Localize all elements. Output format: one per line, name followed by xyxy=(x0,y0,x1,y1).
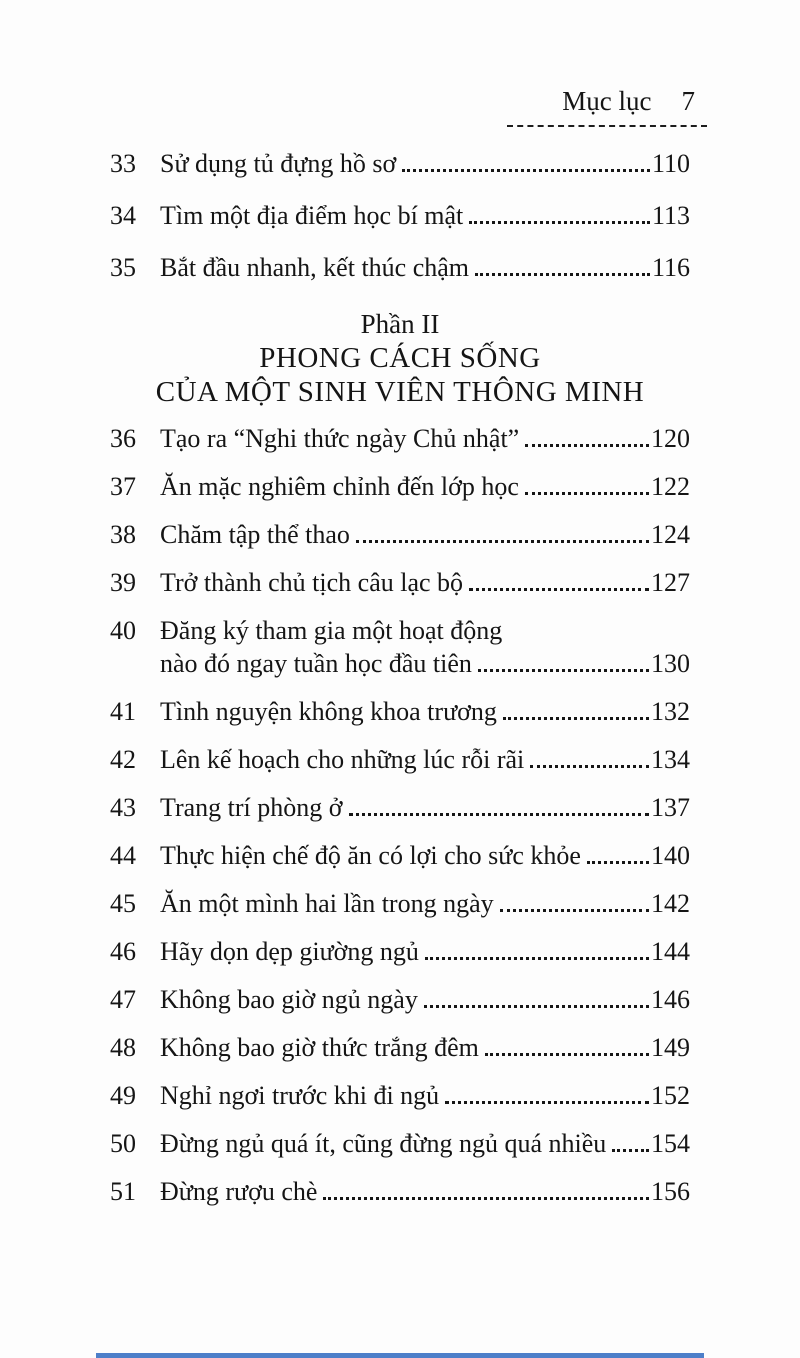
toc-entries-part2 xyxy=(110,423,690,1207)
entry-title: Bắt đầu nhanh, kết thúc chậm xyxy=(160,253,470,282)
dot-leader xyxy=(356,526,649,543)
entry-title: Đừng rượu chè xyxy=(160,1177,318,1206)
entry-number: 34 xyxy=(110,201,136,230)
dot-leader xyxy=(500,895,649,912)
entry-page-number: 122 xyxy=(651,472,690,501)
part-number: Phần II xyxy=(360,309,440,339)
entry-number: 38 xyxy=(110,520,136,549)
entry-page-number: 132 xyxy=(651,697,690,726)
entry-title: Trở thành chủ tịch câu lạc bộ xyxy=(160,568,464,597)
entry-title: Tìm một địa điểm học bí mật xyxy=(160,201,464,230)
entry-page-number: 137 xyxy=(651,793,690,822)
toc-entries-part1 xyxy=(110,148,690,283)
entry-number: 37 xyxy=(110,472,136,501)
entry-number: 44 xyxy=(110,841,136,870)
dot-leader xyxy=(323,1183,649,1200)
dot-leader xyxy=(485,1039,649,1056)
toc-entry-row xyxy=(110,840,690,871)
entry-page-number: 140 xyxy=(651,841,690,870)
entry-number: 48 xyxy=(110,1033,136,1062)
toc-entry-row xyxy=(110,792,690,823)
part-heading xyxy=(110,307,690,409)
toc-entry-row xyxy=(110,567,690,598)
entry-number: 51 xyxy=(110,1177,136,1206)
entry-line1 xyxy=(110,615,690,646)
entry-number: 36 xyxy=(110,424,136,453)
entry-number: 50 xyxy=(110,1129,136,1158)
dot-leader xyxy=(525,430,649,447)
entry-number: 42 xyxy=(110,745,136,774)
toc-entry-row xyxy=(110,1032,690,1063)
dot-leader xyxy=(478,655,649,672)
entry-number: 39 xyxy=(110,568,136,597)
entry-title: Tình nguyện không khoa trương xyxy=(160,697,497,726)
dot-leader xyxy=(424,991,649,1008)
entry-title-continued: nào đó ngay tuần học đầu tiên xyxy=(160,649,472,678)
entry-page-number: 154 xyxy=(651,1129,690,1158)
entry-number: 45 xyxy=(110,889,136,918)
dot-leader xyxy=(469,574,649,591)
entry-page-number: 127 xyxy=(651,568,690,597)
toc-entry-row xyxy=(110,1128,690,1159)
dot-leader xyxy=(503,703,649,720)
header-dashed-rule xyxy=(507,86,707,127)
entry-page-number: 152 xyxy=(651,1081,690,1110)
entry-page-number: 113 xyxy=(651,201,690,230)
dot-leader xyxy=(612,1135,649,1152)
header-title: Mục lục xyxy=(562,86,652,116)
toc-entry-row xyxy=(110,423,690,454)
dot-leader xyxy=(402,155,650,172)
dot-leader xyxy=(525,478,649,495)
part-title-line2: CỦA MỘT SINH VIÊN THÔNG MINH xyxy=(155,376,645,408)
entry-page-number: 130 xyxy=(651,649,690,678)
entry-number: 46 xyxy=(110,937,136,966)
toc-entry-row xyxy=(110,615,690,679)
entry-title: Chăm tập thể thao xyxy=(160,520,350,549)
toc-entry-row xyxy=(110,200,690,231)
entry-title: Trang trí phòng ở xyxy=(160,793,343,822)
entry-number: 40 xyxy=(110,616,136,645)
entry-title: Đăng ký tham gia một hoạt động xyxy=(160,616,503,645)
part-title-line1: PHONG CÁCH SỐNG xyxy=(259,342,541,374)
entry-page-number: 120 xyxy=(651,424,690,453)
entry-title: Không bao giờ thức trắng đêm xyxy=(160,1033,479,1062)
toc-entry-row xyxy=(110,252,690,283)
dot-leader xyxy=(587,847,649,864)
toc-entry-row xyxy=(110,984,690,1015)
entry-title: Ăn mặc nghiêm chỉnh đến lớp học xyxy=(160,472,519,501)
dot-leader xyxy=(530,751,649,768)
toc-entry-row xyxy=(110,888,690,919)
dot-leader xyxy=(475,259,650,276)
dot-leader xyxy=(349,799,649,816)
entry-page-number: 116 xyxy=(651,253,690,282)
entry-title: Thực hiện chế độ ăn có lợi cho sức khỏe xyxy=(160,841,581,870)
bottom-blue-bar xyxy=(96,1353,704,1358)
entry-title: Ăn một mình hai lần trong ngày xyxy=(160,889,494,918)
header-page-number: 7 xyxy=(681,86,695,116)
table-of-contents xyxy=(110,148,690,1207)
entry-line2 xyxy=(160,648,690,679)
toc-entry-row xyxy=(110,936,690,967)
toc-entry-row xyxy=(110,519,690,550)
toc-entry-row xyxy=(110,696,690,727)
entry-number: 35 xyxy=(110,253,136,282)
entry-page-number: 142 xyxy=(651,889,690,918)
entry-number: 49 xyxy=(110,1081,136,1110)
entry-number: 41 xyxy=(110,697,136,726)
entry-page-number: 110 xyxy=(651,149,690,178)
toc-entry-row xyxy=(110,1176,690,1207)
page-header xyxy=(0,0,800,127)
toc-entry-row xyxy=(110,148,690,179)
toc-entry-row xyxy=(110,471,690,502)
entry-number: 47 xyxy=(110,985,136,1014)
entry-title: Sử dụng tủ đựng hồ sơ xyxy=(160,149,397,178)
entry-page-number: 149 xyxy=(651,1033,690,1062)
entry-number: 43 xyxy=(110,793,136,822)
entry-title: Lên kế hoạch cho những lúc rỗi rãi xyxy=(160,745,525,774)
entry-page-number: 146 xyxy=(651,985,690,1014)
entry-title: Nghỉ ngơi trước khi đi ngủ xyxy=(160,1081,440,1110)
entry-page-number: 144 xyxy=(651,937,690,966)
entry-page-number: 124 xyxy=(651,520,690,549)
entry-title: Không bao giờ ngủ ngày xyxy=(160,985,418,1014)
entry-number: 33 xyxy=(110,149,136,178)
entry-title: Tạo ra “Nghi thức ngày Chủ nhật” xyxy=(160,424,520,453)
dot-leader xyxy=(425,943,649,960)
entry-page-number: 134 xyxy=(651,745,690,774)
entry-title: Hãy dọn dẹp giường ngủ xyxy=(160,937,419,966)
entry-title: Đừng ngủ quá ít, cũng đừng ngủ quá nhiều xyxy=(160,1129,607,1158)
dot-leader xyxy=(469,207,650,224)
toc-entry-row xyxy=(110,744,690,775)
toc-entry-row xyxy=(110,1080,690,1111)
entry-page-number: 156 xyxy=(651,1177,690,1206)
dot-leader xyxy=(445,1087,649,1104)
